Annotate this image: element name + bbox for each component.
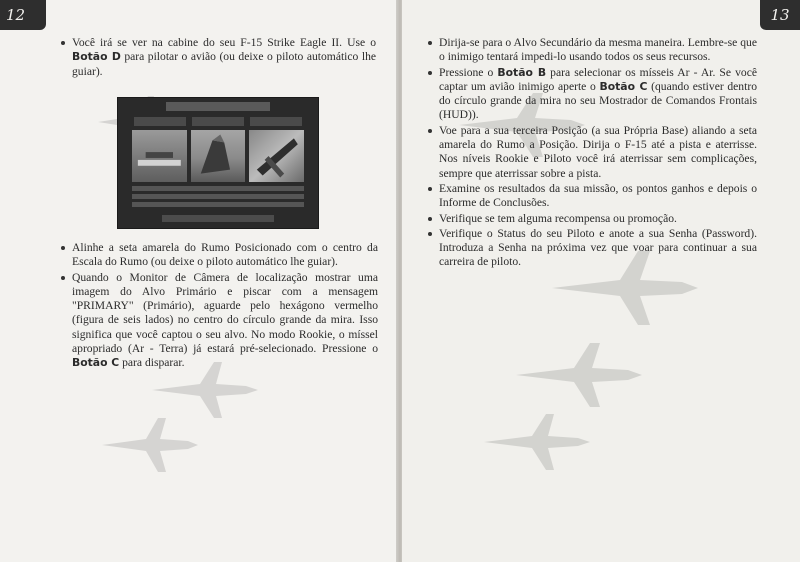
bullet-text: para pilotar o avião (ou deixe o piloto automático lhe guiar). (72, 50, 377, 78)
base-panel (132, 130, 187, 182)
right-page (402, 0, 800, 562)
screenshot-continue-bar (162, 215, 274, 222)
button-name-text: Botão B (497, 65, 547, 79)
jet-watermark-icon (514, 340, 644, 410)
bullet-text: Verifique se tem alguma recompensa ou promoção. (439, 211, 677, 225)
button-name-text: Botão C (72, 356, 120, 370)
secondary-target-panel (249, 130, 304, 182)
bullet-item (427, 227, 757, 270)
right-bullet-list (427, 36, 757, 271)
bullet-text: (quando estiver dentro do círculo grande da mira no seu Mostrador de Comandos Frontais (HUD)). (439, 79, 757, 122)
page-number-right: 13 (770, 6, 790, 24)
screenshot-heading-row (134, 117, 302, 126)
bullet-item (427, 66, 757, 123)
bullet-item (427, 124, 757, 181)
mission-briefing-screenshot (117, 97, 319, 229)
bullet-text: Pressione o (439, 65, 498, 79)
bullet-text: Dirija-se para o Alvo Secundário da mesma maneira. Lembre-se que o inimigo tentará impedi-lo usando todos os seus recursos. (439, 36, 757, 64)
bullet-text: para disparar. (119, 356, 185, 370)
primary-target-panel (191, 130, 246, 182)
bullet-text: para selecionar os mísseis Ar - Ar. Se você captar um avião inimigo aperte o (439, 65, 757, 93)
page-number-tab-left (0, 0, 46, 30)
left-page (0, 0, 398, 562)
left-top-bullet-list (60, 36, 376, 80)
bullet-text: Quando o Monitor de Câmera de localização mostrar uma imagem do Alvo Primário e piscar com a mensagem "PRIMARY" (Primário), aguarde pelo hexágono vermelho (figura de seis lados) no centro do círculo grande da mira. Isso significa que você captou o seu alvo. No modo Rookie, o míssel apropriado (Ar - Terra) já estará pré-selecionado. Pressione o (72, 270, 378, 356)
screenshot-panels (132, 130, 304, 182)
page-number-left: 12 (6, 6, 26, 24)
bullet-item (427, 182, 757, 211)
bullet-text: Você irá se ver na cabine do seu F-15 Strike Eagle II. Use o (72, 36, 376, 49)
bullet-item (60, 36, 376, 79)
bullet-text: Verifique o Status do seu Piloto e anote a sua Senha (Password). Introduza a Senha na próxima vez que voar para continuar a sua carreira de piloto. (439, 226, 757, 269)
button-name-text: Botão C (599, 79, 648, 93)
button-name-text: Botão D (72, 50, 121, 64)
screenshot-title-band (166, 102, 270, 111)
bullet-text: Voe para a sua terceira Posição (a sua Própria Base) aliando a seta amarela do Rumo a Posição. Dirija o F-15 até a pista e aterrisse. Nos níveis Rookie e Piloto você irá aterrissar sem complicações, sempre que aterrissar sobre a pista. (439, 123, 757, 180)
jet-watermark-icon (100, 415, 200, 475)
bullet-item (60, 241, 378, 270)
bullet-text: Examine os resultados da sua missão, os pontos ganhos e depois o Informe de Conclusões. (439, 181, 757, 210)
screenshot-info-lines (132, 186, 304, 212)
bullet-item (60, 271, 378, 371)
bullet-item (427, 36, 757, 65)
bullet-text: Alinhe a seta amarela do Rumo Posicionado com o centro da Escala do Rumo (ou deixe o piloto automático lhe guiar). (72, 241, 378, 269)
page-number-tab-right (760, 0, 800, 30)
bullet-item (427, 212, 757, 226)
left-bottom-bullet-list (60, 241, 378, 372)
jet-watermark-icon (482, 412, 592, 472)
